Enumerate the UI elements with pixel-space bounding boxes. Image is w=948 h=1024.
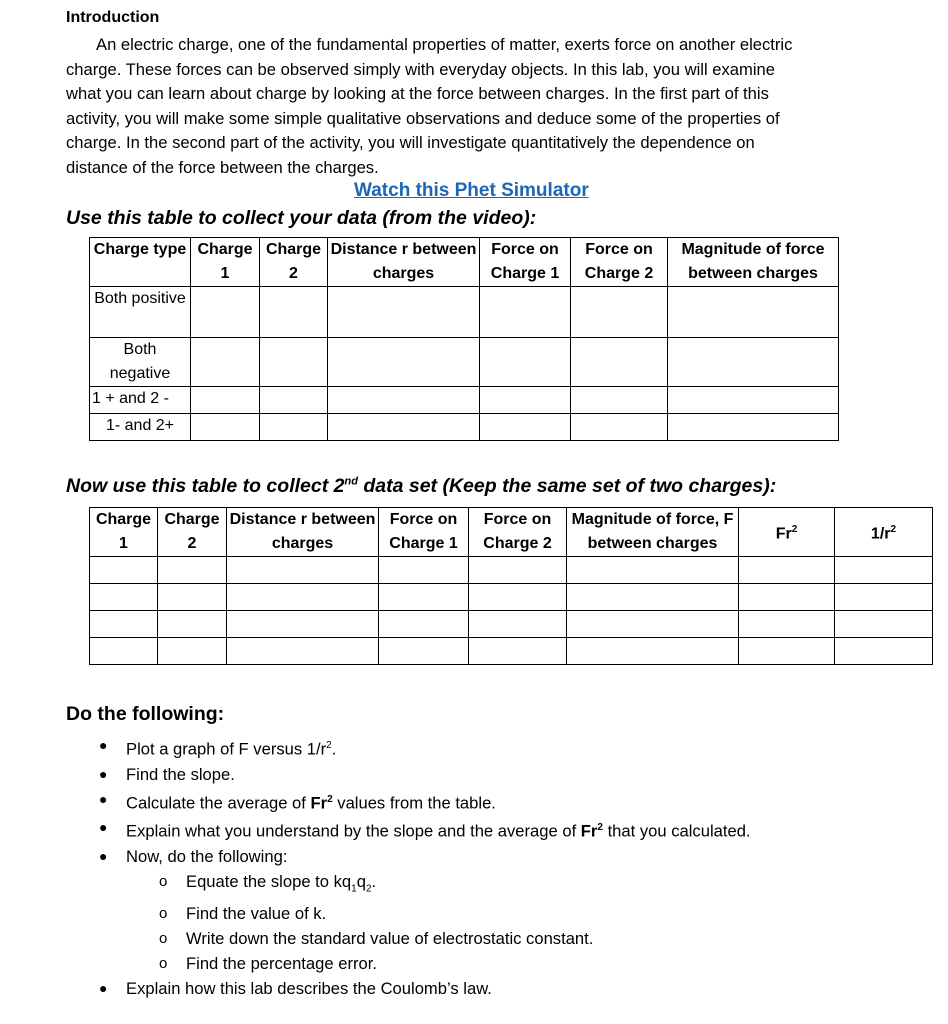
data-cell[interactable]: [469, 584, 567, 611]
circle-bullet-icon: o: [159, 929, 168, 947]
intro-line: what you can learn about charge by looking at the force between charges. In the first part of this: [66, 84, 769, 104]
data-cell[interactable]: [90, 638, 158, 665]
task-text: Find the slope.: [126, 764, 235, 784]
data-cell[interactable]: [480, 287, 571, 338]
data-cell[interactable]: [227, 638, 379, 665]
data-cell[interactable]: [739, 611, 835, 638]
data-cell[interactable]: [379, 584, 469, 611]
data-cell[interactable]: [158, 638, 227, 665]
task-text: q: [356, 871, 366, 891]
header-magnitude: Magnitude of force, F between charges: [567, 508, 739, 557]
task-sup: 2: [597, 822, 603, 834]
data-cell[interactable]: [90, 611, 158, 638]
task-sup: 2: [326, 740, 332, 751]
data-cell[interactable]: [739, 557, 835, 584]
header-distance: Distance r between charges: [227, 508, 379, 557]
data-cell[interactable]: [191, 287, 260, 338]
data-cell[interactable]: [571, 287, 668, 338]
data-cell[interactable]: [480, 338, 571, 387]
data-cell[interactable]: [835, 638, 933, 665]
data-cell[interactable]: [328, 387, 480, 414]
intro-heading: Introduction: [66, 9, 160, 26]
task-text: Calculate the average of: [126, 793, 311, 813]
bullet-icon: ●: [99, 737, 108, 753]
task-text: Plot a graph of F versus 1/r: [126, 739, 327, 759]
table1-title: Use this table to collect your data (from the video):: [66, 207, 537, 229]
list-item: [96, 844, 751, 976]
task-bold: Fr: [310, 793, 328, 813]
table-row: [90, 638, 933, 665]
data-cell[interactable]: [571, 338, 668, 387]
task-text: that you calculated.: [602, 821, 751, 841]
bullet-icon: ●: [99, 790, 108, 807]
table-row: [90, 557, 933, 584]
header-charge-2: Charge 2: [158, 508, 227, 557]
bullet-icon: ●: [99, 979, 108, 996]
task-text: Find the percentage error.: [186, 953, 377, 973]
circle-bullet-icon: o: [159, 954, 168, 972]
header-fr2: [739, 508, 835, 557]
data-cell[interactable]: [328, 338, 480, 387]
list-item: [96, 733, 751, 762]
data-cell[interactable]: [191, 387, 260, 414]
intro-line: An electric charge, one of the fundamental properties of matter, exerts force on another electric: [96, 35, 793, 54]
table-row: [90, 287, 839, 338]
intro-line: charge. In the second part of the activity, you will investigate quantitatively the dependence on: [66, 133, 755, 153]
header-inv-r2: [835, 508, 933, 557]
row-label: 1- and 2+: [90, 414, 191, 441]
tasks-heading: Do the following:: [66, 703, 225, 725]
data-cell[interactable]: [835, 611, 933, 638]
data-cell[interactable]: [227, 611, 379, 638]
intro-paragraph: [66, 33, 896, 181]
sub-task-list: [126, 869, 751, 976]
bullet-icon: ●: [99, 819, 108, 836]
header-charge-1: Charge 1: [90, 508, 158, 557]
data-cell[interactable]: [260, 414, 328, 441]
data-cell[interactable]: [835, 584, 933, 611]
task-bold: Fr: [580, 821, 598, 841]
intro-line: charge. These forces can be observed simply with everyday objects. In this lab, you will examine: [66, 59, 775, 79]
data-cell[interactable]: [227, 584, 379, 611]
intro-line: activity, you will make some simple qualitative observations and deduce some of the properties of: [66, 108, 780, 128]
data-cell[interactable]: [480, 387, 571, 414]
data-cell[interactable]: [379, 557, 469, 584]
data-cell[interactable]: [90, 557, 158, 584]
list-item: [157, 926, 751, 951]
table2-title-rest: data set (Keep the same set of two charges):: [357, 475, 777, 497]
list-item: [96, 762, 751, 787]
header-distance: Distance r between charges: [328, 238, 480, 287]
data-cell[interactable]: [571, 387, 668, 414]
data-cell[interactable]: [90, 584, 158, 611]
task-text: Equate the slope to kq: [186, 871, 352, 891]
data-cell[interactable]: [328, 287, 480, 338]
header-charge-type: Charge type: [90, 238, 191, 287]
header-inv-r2-text: 1/r: [870, 525, 891, 543]
task-sub: 1: [351, 882, 357, 894]
task-text: .: [371, 871, 377, 891]
header-force-charge-1: Force on Charge 1: [480, 238, 571, 287]
task-list: [96, 733, 751, 1001]
header-fr2-text: Fr: [775, 525, 792, 543]
data-cell[interactable]: [567, 584, 739, 611]
data-cell[interactable]: [227, 557, 379, 584]
data-cell[interactable]: [158, 611, 227, 638]
bullet-icon: ●: [99, 847, 108, 864]
data-cell[interactable]: [480, 414, 571, 441]
data-cell[interactable]: [260, 387, 328, 414]
data-cell[interactable]: [260, 287, 328, 338]
table-row: [90, 338, 839, 387]
list-item: [96, 976, 751, 1001]
row-label: Both positive: [90, 287, 191, 338]
data-cell[interactable]: [567, 557, 739, 584]
data-cell[interactable]: [668, 387, 839, 414]
data-table-1: [89, 237, 839, 441]
data-cell[interactable]: [191, 338, 260, 387]
phet-simulator-link[interactable]: Watch this Phet Simulator: [354, 180, 589, 201]
header-force-charge-1: Force on Charge 1: [379, 508, 469, 557]
header-inv-r2-sup: 2: [890, 523, 897, 535]
task-text: values from the table.: [332, 793, 496, 813]
data-cell[interactable]: [469, 557, 567, 584]
table2-title-main: Now use this table to collect 2: [66, 475, 345, 497]
circle-bullet-icon: o: [159, 872, 168, 890]
header-charge-2: Charge 2: [260, 238, 328, 287]
data-cell[interactable]: [668, 414, 839, 441]
data-cell[interactable]: [379, 638, 469, 665]
data-table-2: [89, 507, 933, 665]
data-cell[interactable]: [191, 414, 260, 441]
header-force-charge-2: Force on Charge 2: [469, 508, 567, 557]
data-cell[interactable]: [328, 414, 480, 441]
task-text: Now, do the following:: [126, 846, 288, 866]
data-cell[interactable]: [739, 638, 835, 665]
data-cell[interactable]: [260, 338, 328, 387]
list-item: [157, 869, 751, 901]
bullet-icon: ●: [99, 765, 108, 782]
data-cell[interactable]: [835, 557, 933, 584]
task-sup: 2: [327, 793, 333, 805]
data-cell[interactable]: [379, 611, 469, 638]
header-magnitude: Magnitude of force between charges: [668, 238, 839, 287]
task-text: Find the value of k.: [186, 903, 327, 923]
header-charge-1: Charge 1: [191, 238, 260, 287]
task-text: .: [331, 739, 337, 759]
table-row: [90, 387, 839, 414]
table-row: [90, 584, 933, 611]
data-cell[interactable]: [571, 414, 668, 441]
header-fr2-sup: 2: [791, 523, 798, 535]
data-cell[interactable]: [158, 584, 227, 611]
data-cell[interactable]: [158, 557, 227, 584]
data-cell[interactable]: [668, 338, 839, 387]
task-text: Explain how this lab describes the Coulomb’s law.: [126, 978, 492, 998]
data-cell[interactable]: [567, 638, 739, 665]
row-label: Both negative: [90, 338, 191, 387]
intro-line: distance of the force between the charges.: [66, 157, 379, 177]
task-sub: 2: [365, 882, 372, 894]
data-cell[interactable]: [567, 611, 739, 638]
row-label: 1 + and 2 -: [90, 387, 191, 414]
table-row: [90, 611, 933, 638]
table-row: [90, 414, 839, 441]
list-item: [157, 951, 751, 976]
list-item: [157, 901, 751, 926]
list-item: [96, 787, 751, 816]
task-text: Write down the standard value of electrostatic constant.: [186, 928, 594, 948]
data-cell[interactable]: [469, 638, 567, 665]
list-item: [96, 815, 751, 844]
task-text: Explain what you understand by the slope and the average of: [126, 821, 581, 841]
circle-bullet-icon: o: [159, 904, 168, 922]
header-force-charge-2: Force on Charge 2: [571, 238, 668, 287]
data-cell[interactable]: [469, 611, 567, 638]
table2-title: [66, 475, 776, 498]
data-cell[interactable]: [739, 584, 835, 611]
data-cell[interactable]: [668, 287, 839, 338]
table2-title-sup: nd: [344, 475, 358, 488]
